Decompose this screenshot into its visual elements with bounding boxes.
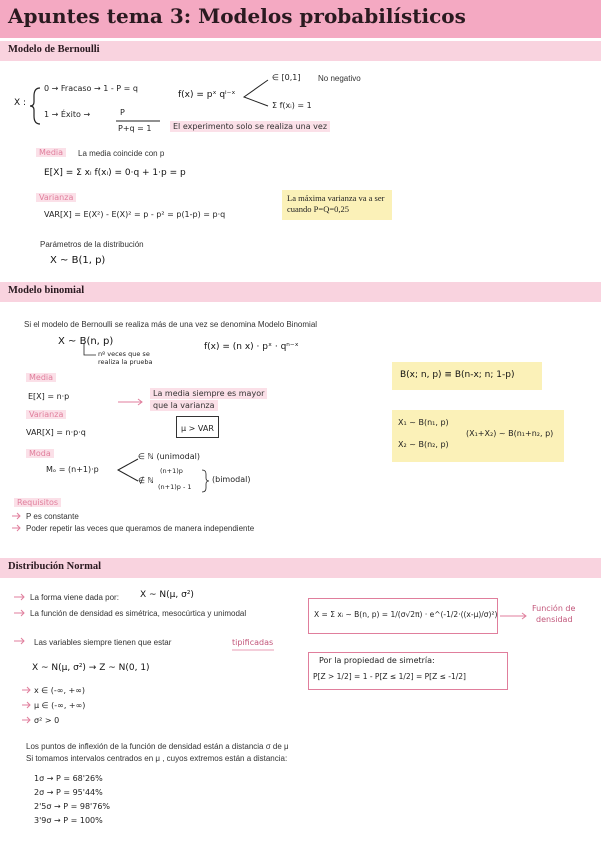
normal-tip-formula: X ~ N(μ, σ²) → Z ~ N(0, 1) — [32, 663, 150, 673]
binomial-requisitos-label: Requisitos — [14, 498, 61, 507]
binomial-req1: P es constante — [26, 512, 79, 521]
binomial-intro: Si el modelo de Bernoulli se realiza más de una vez se denomina Modelo Binomial — [24, 320, 318, 329]
binomial-not-n: ∉ ℕ — [138, 476, 154, 485]
normal-sim-formula: P[Z > 1/2] = 1 - P[Z ≤ 1/2] = P[Z ≤ -1/2] — [313, 672, 466, 681]
binomial-moda-label: Moda — [26, 449, 54, 458]
binomial-bimodal-top: (n+1)p — [160, 467, 183, 475]
binomial-req2: Poder repetir las veces que queramos de manera independiente — [26, 524, 255, 533]
bernoulli-sum: Σ f(xᵢ) = 1 — [272, 101, 312, 110]
bernoulli-varianza-formula: VAR[X] = E(X²) - E(X)² = p - p² = p(1-p) = p·q — [44, 210, 226, 219]
bernoulli-note-varianza-box — [282, 190, 392, 220]
bernoulli-note-experimento: El experimento solo se realiza una vez — [170, 121, 330, 132]
binomial-media-note2: que la varianza — [150, 400, 218, 411]
bernoulli-exito: 1 → Éxito → — [44, 110, 91, 119]
bernoulli-pq: P+q = 1 — [118, 124, 152, 133]
normal-r1: x ∈ (-∞, +∞) — [34, 686, 86, 695]
normal-b4: 3'9σ → P = 100% — [34, 816, 103, 825]
section-normal-title: Distribución Normal — [8, 561, 102, 572]
normal-funcion-densidad1: Función de — [532, 604, 576, 613]
binomial-xbnp: X ~ B(n, p) — [58, 336, 114, 347]
binomial-mu-var-box — [176, 416, 219, 438]
normal-r2: μ ∈ (-∞, +∞) — [34, 701, 86, 710]
binomial-box2-b: X₂ ~ B(n₂, p) — [398, 440, 449, 449]
binomial-bimodal-bottom: (n+1)p - 1 — [158, 483, 192, 491]
normal-r3: σ² > 0 — [34, 716, 60, 725]
normal-b3: 2'5σ → P = 98'76% — [34, 802, 111, 811]
section-bernoulli-title: Modelo de Bernoulli — [8, 44, 100, 55]
bernoulli-varianza-label: Varianza — [36, 193, 76, 202]
bernoulli-fracaso: 0 → Fracaso → 1 - P = q — [44, 84, 138, 93]
normal-b1: 1σ → P = 68'26% — [34, 774, 103, 783]
binomial-varianza-label: Varianza — [26, 410, 66, 419]
normal-l1-formula: X ~ N(μ, σ²) — [140, 590, 194, 600]
binomial-media-formula: E[X] = n·p — [28, 392, 70, 401]
page-title: Apuntes tema 3: Modelos probabilísticos — [8, 4, 466, 28]
bernoulli-dist: X ~ B(1, p) — [50, 255, 106, 266]
binomial-media-note1: La media siempre es mayor — [150, 388, 267, 399]
binomial-unimodal: ∈ ℕ (unimodal) — [138, 452, 200, 461]
section-binomial-title: Modelo binomial — [8, 285, 85, 296]
binomial-mu-var: μ > VAR — [181, 424, 214, 433]
bernoulli-media-label: Media — [36, 148, 66, 157]
normal-sim-box — [308, 652, 508, 690]
binomial-box2-c: (X₁+X₂) ~ B(n₁+n₂, p) — [466, 429, 554, 438]
normal-formula-box-text: X = Σ xᵢ ~ B(n, p) = 1/(σ√2π) · e^(-1/2·((x-μ)/σ)²) — [314, 610, 498, 619]
binomial-n-note: nº veces que se realiza la prueba — [98, 350, 153, 366]
normal-intervalos: Si tomamos intervalos centrados en μ , cuyos extremos están a distancia: — [26, 754, 288, 763]
binomial-box2-a: X₁ ~ B(n₁, p) — [398, 418, 449, 427]
bernoulli-media-text: La media coincide con p — [78, 149, 165, 158]
normal-l1-text: La forma viene dada por: — [30, 593, 119, 602]
binomial-box2 — [392, 410, 564, 462]
binomial-media-label: Media — [26, 373, 56, 382]
bernoulli-no-negativo: No negativo — [318, 74, 361, 83]
bernoulli-x-label: X : — [14, 98, 27, 108]
binomial-fx: f(x) = (n x) · pˣ · qⁿ⁻ˣ — [204, 342, 299, 352]
normal-b2: 2σ → P = 95'44% — [34, 788, 103, 797]
bernoulli-range: ∈ [0,1] — [272, 73, 301, 82]
bernoulli-fx: f(x) = pˣ qⁱ⁻ˣ — [178, 90, 236, 100]
binomial-box1 — [392, 362, 542, 390]
binomial-bimodal: (bimodal) — [212, 475, 251, 484]
bernoulli-parametros: Parámetros de la distribución — [40, 240, 144, 249]
normal-sim-title: Por la propiedad de simetría: — [319, 656, 435, 665]
binomial-box1-text: B(x; n, p) ≡ B(n-x; n; 1-p) — [400, 370, 515, 380]
binomial-moda-formula: Mₒ = (n+1)·p — [46, 465, 99, 474]
bernoulli-p: P — [120, 108, 125, 117]
normal-inflexion: Los puntos de inflexión de la función de densidad están a distancia σ de μ — [26, 742, 289, 751]
normal-tipificadas: tipificadas — [232, 638, 274, 647]
binomial-var-formula: VAR[X] = n·p·q — [26, 428, 86, 437]
normal-formula-box — [308, 598, 498, 634]
bernoulli-note-varianza: La máxima varianza va a ser cuando P=Q=0,25 — [287, 193, 385, 214]
normal-funcion-densidad2: densidad — [536, 615, 573, 624]
bernoulli-media-formula: E[X] = Σ xᵢ f(xᵢ) = 0·q + 1·p = p — [44, 168, 186, 178]
normal-l3-text: Las variables siempre tienen que estar — [34, 638, 172, 647]
normal-l2-text: La función de densidad es simétrica, mesocúrtica y unimodal — [30, 609, 247, 618]
